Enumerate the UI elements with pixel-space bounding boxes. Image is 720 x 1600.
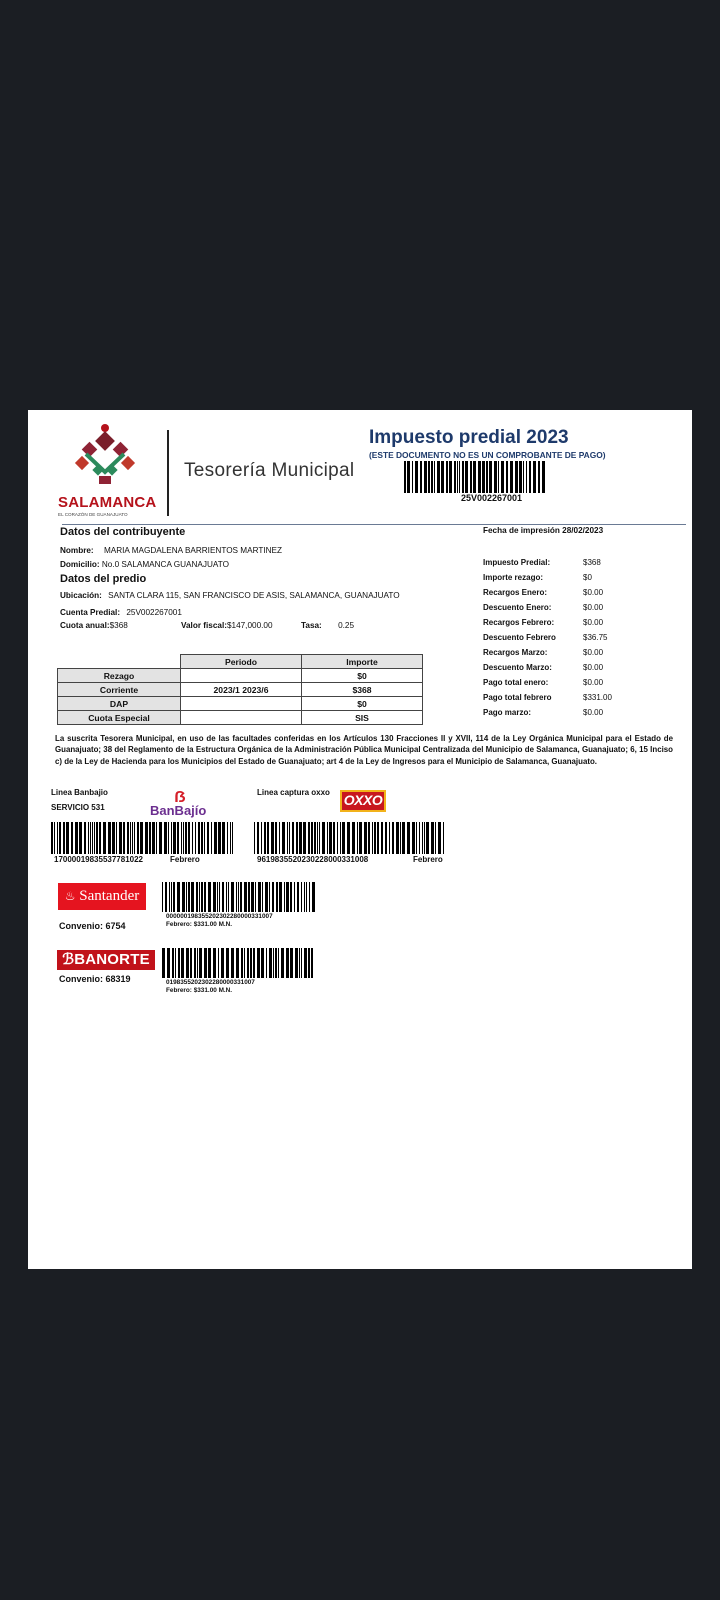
summary-label: Recargos Febrero: bbox=[483, 618, 555, 627]
oxxo-logo: OXXO bbox=[340, 790, 386, 812]
property-location: SANTA CLARA 115, SAN FRANCISCO DE ASIS, SALAMANCA, GUANAJUATO bbox=[108, 591, 400, 600]
oxxo-barcode-text: 9619835520230228000331008 bbox=[257, 855, 369, 864]
row-label: DAP bbox=[58, 697, 181, 711]
row-label: Rezago bbox=[58, 669, 181, 683]
summary-label: Pago total enero: bbox=[483, 678, 549, 687]
salamanca-emblem-icon bbox=[74, 422, 136, 488]
summary-value: $0.00 bbox=[583, 618, 604, 627]
row-label: Corriente bbox=[58, 683, 181, 697]
summary-row bbox=[483, 663, 683, 678]
fiscal-amount: $147,000.00 bbox=[226, 621, 273, 630]
svg-text:ẞ: ẞ bbox=[174, 789, 186, 804]
banorte-barcode bbox=[162, 948, 315, 983]
table-row bbox=[58, 697, 423, 711]
banbajio-label: Linea Banbajio bbox=[51, 788, 108, 797]
summary-label: Impuesto Predial: bbox=[483, 558, 551, 567]
summary-row bbox=[483, 588, 683, 603]
header-divider bbox=[167, 430, 169, 516]
taxpayer-name: MARIA MAGDALENA BARRIENTOS MARTINEZ bbox=[103, 546, 282, 555]
summary-label: Descuento Enero: bbox=[483, 603, 552, 612]
summary-row bbox=[483, 693, 683, 708]
santander-logo bbox=[58, 883, 146, 910]
taxpayer-section-title: Datos del contribuyente bbox=[60, 526, 186, 538]
legal-text: La suscrita Tesorera Municipal, en uso de las facultades conferidas en los Artículos 130 Fracciones II y XVII, 114 de la Ley Orgánica Municipal para el Estado de Guanajuato; 38 del Reglamento de la Estructura Orgánica de la Administración Pública Municipal Centralizada del Municipio de Salamanca, Guanajuato; 6, 15 Inciso c) de la Ley de Hacienda para los Municipios del Estado de Guanajuato; art 4 de la Ley de Ingresos para el Municipio de Salamanca, Guanajuato. bbox=[55, 734, 673, 766]
summary-row bbox=[483, 603, 683, 618]
address-label: Domicilio: bbox=[60, 560, 100, 569]
row-label: Cuota Especial bbox=[58, 711, 181, 725]
summary-label: Descuento Marzo: bbox=[483, 663, 552, 672]
summary-value: $0 bbox=[583, 573, 592, 582]
period-table bbox=[57, 654, 423, 725]
taxpayer-name-row bbox=[60, 546, 282, 555]
account-row bbox=[60, 608, 182, 617]
row-amount: SIS bbox=[302, 711, 423, 725]
period-column-header: Periodo bbox=[181, 655, 302, 669]
summary-value: $0.00 bbox=[583, 603, 604, 612]
table-row bbox=[58, 669, 423, 683]
oxxo-label: Linea captura oxxo bbox=[257, 788, 330, 797]
banorte-logo-text: BANORTE bbox=[74, 951, 150, 968]
summary-label: Pago marzo: bbox=[483, 708, 532, 717]
taxpayer-address: No.0 SALAMANCA GUANAJUATO bbox=[101, 560, 229, 569]
header-rule bbox=[62, 524, 686, 525]
summary-label: Recargos Enero: bbox=[483, 588, 548, 597]
banbajio-logo bbox=[150, 788, 210, 818]
oxxo-month: Febrero bbox=[413, 855, 443, 864]
row-period bbox=[181, 697, 302, 711]
table-header-row bbox=[58, 655, 423, 669]
summary-row bbox=[483, 678, 683, 693]
summary-value: $0.00 bbox=[583, 663, 604, 672]
table-row bbox=[58, 711, 423, 725]
print-date: Fecha de impresión 28/02/2023 bbox=[483, 526, 604, 535]
banorte-mark-icon: ℬ bbox=[62, 951, 75, 968]
document-subtitle: (ESTE DOCUMENTO NO ES UN COMPROBANTE DE PAGO) bbox=[369, 450, 606, 460]
row-period: 2023/1 2023/6 bbox=[181, 683, 302, 697]
banbajio-service: SERVICIO 531 bbox=[51, 803, 105, 812]
row-amount: $0 bbox=[302, 669, 423, 683]
banorte-barcode-text: 0198355202302280000331007 bbox=[166, 979, 255, 986]
row-period bbox=[181, 711, 302, 725]
santander-amount: Febrero: $331.00 M.N. bbox=[166, 921, 233, 928]
account-label: Cuenta Predial: bbox=[60, 608, 121, 617]
logo-name: SALAMANCA bbox=[58, 494, 157, 511]
fiscal-value bbox=[181, 621, 273, 630]
santander-barcode-text: 000000198355202302280000331007 bbox=[166, 913, 273, 920]
banbajio-barcode bbox=[51, 822, 233, 859]
annual-value: $368 bbox=[109, 621, 128, 630]
summary-row bbox=[483, 558, 683, 573]
table-row bbox=[58, 683, 423, 697]
summary-row bbox=[483, 618, 683, 633]
summary-value: $331.00 bbox=[583, 693, 612, 702]
summary-label: Pago total febrero bbox=[483, 693, 552, 702]
name-label: Nombre: bbox=[60, 546, 94, 555]
santander-barcode bbox=[162, 882, 315, 917]
summary-value: $0.00 bbox=[583, 708, 604, 717]
logo-tagline: EL CORAZÓN DE GUANAJUATO bbox=[58, 512, 128, 517]
location-label: Ubicación: bbox=[60, 591, 102, 600]
banbajio-logo-text: BanBajío bbox=[150, 803, 207, 818]
account-number: 25V002267001 bbox=[126, 608, 182, 617]
summary-label: Recargos Marzo: bbox=[483, 648, 548, 657]
document-title: Impuesto predial 2023 bbox=[369, 427, 569, 448]
amount-column-header: Importe bbox=[302, 655, 423, 669]
santander-logo-text: Santander bbox=[79, 888, 140, 904]
department-title: Tesorería Municipal bbox=[184, 460, 355, 481]
banorte-logo bbox=[57, 950, 155, 970]
annual-fee bbox=[60, 621, 128, 630]
tax-document bbox=[28, 410, 692, 1269]
summary-value: $0.00 bbox=[583, 588, 604, 597]
summary-value: $0.00 bbox=[583, 678, 604, 687]
row-amount: $0 bbox=[302, 697, 423, 711]
row-amount: $368 bbox=[302, 683, 423, 697]
banbajio-barcode-text: 17000019835537781022 bbox=[54, 855, 143, 864]
summary-row bbox=[483, 633, 683, 648]
property-location-row bbox=[60, 591, 400, 600]
banorte-agreement: Convenio: 68319 bbox=[59, 974, 131, 984]
santander-agreement: Convenio: 6754 bbox=[59, 921, 126, 931]
row-period bbox=[181, 669, 302, 683]
fiscal-label: Valor fiscal: bbox=[181, 621, 227, 630]
banbajio-bb-icon bbox=[150, 788, 210, 804]
oxxo-barcode bbox=[254, 822, 445, 859]
summary-row bbox=[483, 648, 683, 663]
summary-value: $0.00 bbox=[583, 648, 604, 657]
summary-row bbox=[483, 708, 683, 723]
reference-barcode-text: 25V002267001 bbox=[461, 493, 523, 503]
summary-value: $368 bbox=[583, 558, 601, 567]
rate bbox=[301, 621, 354, 630]
rate-label: Tasa: bbox=[301, 621, 322, 630]
banorte-amount: Febrero: $331.00 M.N. bbox=[166, 987, 233, 994]
summary-label: Importe rezago: bbox=[483, 573, 544, 582]
summary-value: $36.75 bbox=[583, 633, 608, 642]
annual-label: Cuota anual: bbox=[60, 621, 110, 630]
banbajio-month: Febrero bbox=[170, 855, 200, 864]
summary-row bbox=[483, 573, 683, 588]
property-section-title: Datos del predio bbox=[60, 573, 147, 585]
summary-label: Descuento Febrero bbox=[483, 633, 556, 642]
taxpayer-address-row bbox=[60, 560, 229, 569]
santander-flame-icon: ♨ bbox=[64, 889, 76, 903]
rate-value: 0.25 bbox=[338, 621, 354, 630]
